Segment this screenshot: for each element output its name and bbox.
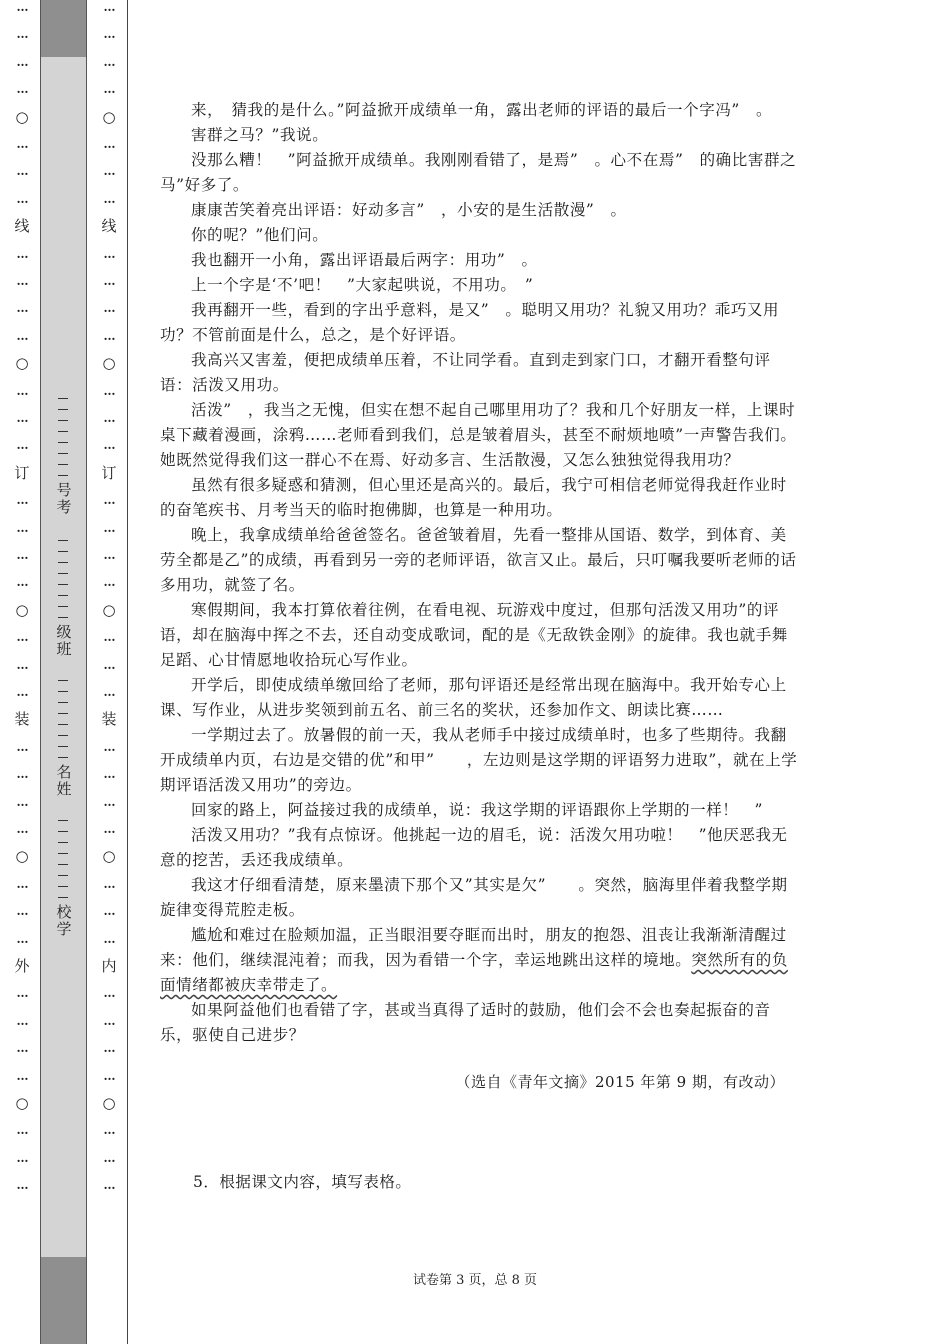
blank-dash xyxy=(58,617,68,618)
margin-dots: … xyxy=(16,164,28,179)
blank-dash xyxy=(58,757,68,758)
margin-dots: … xyxy=(16,1068,28,1083)
binding-hole-circle: ○ xyxy=(102,847,116,866)
margin-dots: … xyxy=(16,328,28,343)
blank-dash xyxy=(58,713,68,714)
margin-dots: … xyxy=(103,1068,115,1083)
blank-dash xyxy=(58,551,68,552)
article-paragraph: 上一个字是‘不’吧！ ”大家起哄说，不用功。 ” xyxy=(191,276,534,294)
binding-hole-circle: ○ xyxy=(15,107,29,126)
margin-dots: … xyxy=(16,191,28,206)
margin-dots: … xyxy=(103,1041,115,1056)
article-paragraph-final: 如果阿益他们也看错了字，甚或当真得了适时的鼓励，他们会不会也奏起振奋的音乐，驱使自己进步？ xyxy=(160,1001,771,1044)
article-paragraph: 来， 猜我的是什么。”阿益掀开成绩单一角，露出老师的评语的最后一个字冯” 。 xyxy=(191,101,773,119)
article-paragraph: 害群之马？”我说。 xyxy=(191,126,329,144)
article-paragraph: 我高兴又害羞，便把成绩单压着，不让同学看。直到走到家门口，才翻开看整句评语：活泼又用功。 xyxy=(160,351,771,394)
margin-dots: … xyxy=(16,520,28,535)
question-5: 5．根据课文内容，填写表格。 xyxy=(193,1173,412,1191)
margin-dots: … xyxy=(103,274,115,288)
margin-dots: … xyxy=(16,904,28,919)
margin-dots: … xyxy=(16,739,28,754)
margin-dots: … xyxy=(16,1013,28,1028)
margin-dots: … xyxy=(103,164,115,179)
margin-dots: … xyxy=(16,876,28,891)
blank-dash xyxy=(58,735,68,736)
margin-dots: … xyxy=(16,822,28,836)
margin-dots: … xyxy=(103,630,115,645)
margin-dots: … xyxy=(16,383,28,398)
margin-label: 线 xyxy=(101,217,117,236)
blank-dash xyxy=(58,420,68,421)
blank-dash xyxy=(58,886,68,887)
margin-dots: … xyxy=(16,575,28,590)
binding-hole-circle: ○ xyxy=(102,354,116,373)
margin-label: 订 xyxy=(14,463,30,482)
article-paragraph: 虽然有很多疑惑和猜测，但心里还是高兴的。最后，我宁可相信老师觉得我赶作业时的奋笔疾书、月考当天的临时抱佛脚，也算是一种用功。 xyxy=(160,476,787,519)
blank-dash xyxy=(58,606,68,607)
info-field-label: 名姓 xyxy=(56,763,72,798)
margin-dots: … xyxy=(16,1041,28,1056)
blank-dash xyxy=(58,897,68,898)
margin-label: 装 xyxy=(14,710,30,729)
climax-text: 尴尬和难过在脸颊加温，正当眼泪要夺眶而出时，朋友的抱怨、沮丧让我渐渐清醒过来：他们，继续混沌着；而我，因为看错一个字，幸运地跳出这样的境地。 xyxy=(160,926,787,969)
margin-dots: … xyxy=(16,493,28,508)
margin-dots: … xyxy=(103,82,115,97)
margin-dots: … xyxy=(103,575,115,590)
margin-dots: … xyxy=(103,1123,115,1138)
margin-dots: … xyxy=(103,137,115,151)
blank-dash xyxy=(58,453,68,454)
margin-dots: … xyxy=(16,27,28,42)
blank-dash xyxy=(58,464,68,465)
margin-dots: … xyxy=(103,383,115,398)
margin-dots: … xyxy=(16,438,28,453)
margin-dots: … xyxy=(103,1178,115,1193)
margin-dots: … xyxy=(16,1123,28,1138)
binding-hole-circle: ○ xyxy=(15,1094,29,1112)
margin-dots: … xyxy=(16,274,28,288)
band-cap-bottom xyxy=(41,1257,86,1344)
margin-dots: … xyxy=(16,986,28,1001)
margin-dots: … xyxy=(16,246,28,261)
info-field-label: 校学 xyxy=(56,903,72,938)
blank-dash xyxy=(58,442,68,443)
margin-dots: … xyxy=(16,54,28,69)
margin-dots: … xyxy=(103,246,115,261)
info-field-label: 级班 xyxy=(56,623,72,658)
margin-dots: … xyxy=(103,493,115,508)
margin-dots: … xyxy=(103,548,115,562)
article-body xyxy=(160,98,802,1048)
inner-binding-marks xyxy=(99,0,119,1344)
article-paragraph: 没那么糟！ ”阿益掀开成绩单。我刚刚看错了，是焉” 。心不在焉” 的确比害群之马”好多了。 xyxy=(160,151,797,194)
margin-dots: … xyxy=(103,794,115,809)
margin-dots: … xyxy=(16,1150,28,1165)
blank-dash xyxy=(58,398,68,399)
margin-dots: … xyxy=(16,794,28,809)
blank-dash xyxy=(58,746,68,747)
article-paragraph-climax xyxy=(160,923,802,998)
binding-hole-circle: ○ xyxy=(15,600,29,619)
margin-dots: … xyxy=(16,630,28,645)
article-source: （选自《青年文摘》2015 年第 9 期，有改动） xyxy=(455,1073,785,1091)
margin-dots: … xyxy=(103,301,115,316)
outer-binding-marks xyxy=(12,0,32,1344)
margin-dots: … xyxy=(103,0,115,14)
margin-dots: … xyxy=(103,822,115,836)
binding-hole-circle: ○ xyxy=(102,107,116,126)
blank-dash xyxy=(58,595,68,596)
margin-dots: … xyxy=(103,328,115,343)
article-paragraph: 我再翻开一些，看到的字出乎意料，是又” 。聪明又用功？礼貌又用功？乖巧又用功？不管前面是什么，总之，是个好评语。 xyxy=(160,301,780,344)
blank-dash xyxy=(58,562,68,563)
article-paragraph: 一学期过去了。放暑假的前一天，我从老师手中接过成绩单时，也多了些期待。我翻开成绩单内页，右边是交错的优”和甲” ，左边则是这学期的评语努力进取”，就在上学期评语活泼又用功”的旁边。 xyxy=(160,726,798,794)
margin-label: 线 xyxy=(14,217,30,236)
article-paragraph: 康康苦笑着亮出评语：好动多言” ，小安的是生活散漫” 。 xyxy=(191,201,627,219)
blank-dash xyxy=(58,875,68,876)
info-field-label: 号考 xyxy=(56,481,72,516)
margin-dots: … xyxy=(16,548,28,562)
margin-label: 内 xyxy=(101,957,117,975)
margin-dots: … xyxy=(103,685,115,699)
margin-dots: … xyxy=(16,931,28,946)
margin-label: 装 xyxy=(101,710,117,729)
blank-dash xyxy=(58,540,68,541)
margin-dots: … xyxy=(103,767,115,782)
margin-dots: … xyxy=(16,0,28,14)
margin-dots: … xyxy=(103,986,115,1001)
underlined-sentence: 突然所有的负面情绪都被庆幸带走了。 xyxy=(160,951,788,994)
blank-dash xyxy=(58,573,68,574)
blank-dash xyxy=(58,431,68,432)
margin-dots: … xyxy=(16,301,28,316)
margin-dots: … xyxy=(16,411,28,425)
margin-dots: … xyxy=(103,438,115,453)
margin-dots: … xyxy=(16,767,28,782)
page-footer: 试卷第 3 页，总 8 页 xyxy=(412,1273,538,1288)
article-paragraph: 回家的路上，阿益接过我的成绩单，说：我这学期的评语跟你上学期的一样！ ” xyxy=(191,801,764,819)
blank-dash xyxy=(58,853,68,854)
margin-dots: … xyxy=(103,657,115,672)
student-info-band xyxy=(40,0,87,1344)
article-paragraphs xyxy=(160,98,802,923)
margin-dots: … xyxy=(103,54,115,69)
margin-dots: … xyxy=(103,520,115,535)
band-cap-top xyxy=(41,0,86,57)
blank-dash xyxy=(58,584,68,585)
blank-dash xyxy=(58,702,68,703)
margin-dots: … xyxy=(16,82,28,97)
blank-dash xyxy=(58,864,68,865)
article-paragraph: 寒假期间，我本打算依着往例，在看电视、玩游戏中度过，但那句活泼又用功”的评语，却在脑海中挥之不去，还自动变成歌词，配的是《无敌铁金刚》的旋律。我也就手舞足蹈、心甘情愿地收拾玩心写作业。 xyxy=(160,601,788,669)
margin-label: 外 xyxy=(14,957,30,975)
blank-dash xyxy=(58,820,68,821)
blank-dash xyxy=(58,680,68,681)
article-paragraph: 我这才仔细看清楚，原来墨渍下那个又”其实是欠” 。突然，脑海里伴着我整学期旋律变得荒腔走板。 xyxy=(160,876,788,919)
blank-dash xyxy=(58,724,68,725)
margin-dots: … xyxy=(103,411,115,425)
blank-dash xyxy=(58,475,68,476)
margin-dots: … xyxy=(16,1178,28,1193)
blank-dash xyxy=(58,691,68,692)
article-paragraph: 晚上，我拿成绩单给爸爸签名。爸爸皱着眉，先看一整排从国语、数学，到体育、美劳全都是乙”的成绩，再看到另一旁的老师评语，欲言又止。最后，只叮嘱我要听老师的话多用功，就签了名。 xyxy=(160,526,797,594)
margin-dots: … xyxy=(103,739,115,754)
article-paragraph: 活泼” ，我当之无愧，但实在想不起自己哪里用功了？我和几个好朋友一样，上课时桌下藏着漫画，涂鸦……老师看到我们，总是皱着眉头，甚至不耐烦地喷”一声警告我们。她既然觉得我们这一群心不在焉、好动多言、生活散漫，又怎么独独觉得我用功？ xyxy=(160,401,797,469)
margin-dots: … xyxy=(16,685,28,699)
binding-hole-circle: ○ xyxy=(102,600,116,619)
margin-dots: … xyxy=(103,904,115,919)
article-paragraph: 开学后，即使成绩单缴回给了老师，那句评语还是经常出现在脑海中。我开始专心上课、写作业，从进步奖领到前五名、前三名的奖状，还参加作文、朗读比赛…… xyxy=(160,676,787,719)
margin-dots: … xyxy=(103,27,115,42)
margin-dots: … xyxy=(103,1013,115,1028)
article-paragraph: 我也翻开一小角，露出评语最后两字：用功” 。 xyxy=(191,251,538,269)
blank-dash xyxy=(58,409,68,410)
margin-label: 订 xyxy=(101,463,117,482)
binding-hole-circle: ○ xyxy=(102,1094,116,1112)
margin-dots: … xyxy=(103,1150,115,1165)
blank-dash xyxy=(58,842,68,843)
margin-dots: … xyxy=(16,657,28,672)
binding-hole-circle: ○ xyxy=(15,847,29,866)
margin-dots: … xyxy=(103,876,115,891)
margin-dots: … xyxy=(103,931,115,946)
binding-line xyxy=(127,0,128,1344)
binding-hole-circle: ○ xyxy=(15,354,29,373)
margin-dots: … xyxy=(103,191,115,206)
margin-dots: … xyxy=(16,137,28,151)
article-paragraph: 你的呢？”他们问。 xyxy=(191,226,329,244)
article-paragraph: 活泼又用功？”我有点惊讶。他挑起一边的眉毛，说：活泼欠用功啦！ ”他厌恶我无意的挖苦，丢还我成绩单。 xyxy=(160,826,788,869)
blank-dash xyxy=(58,831,68,832)
